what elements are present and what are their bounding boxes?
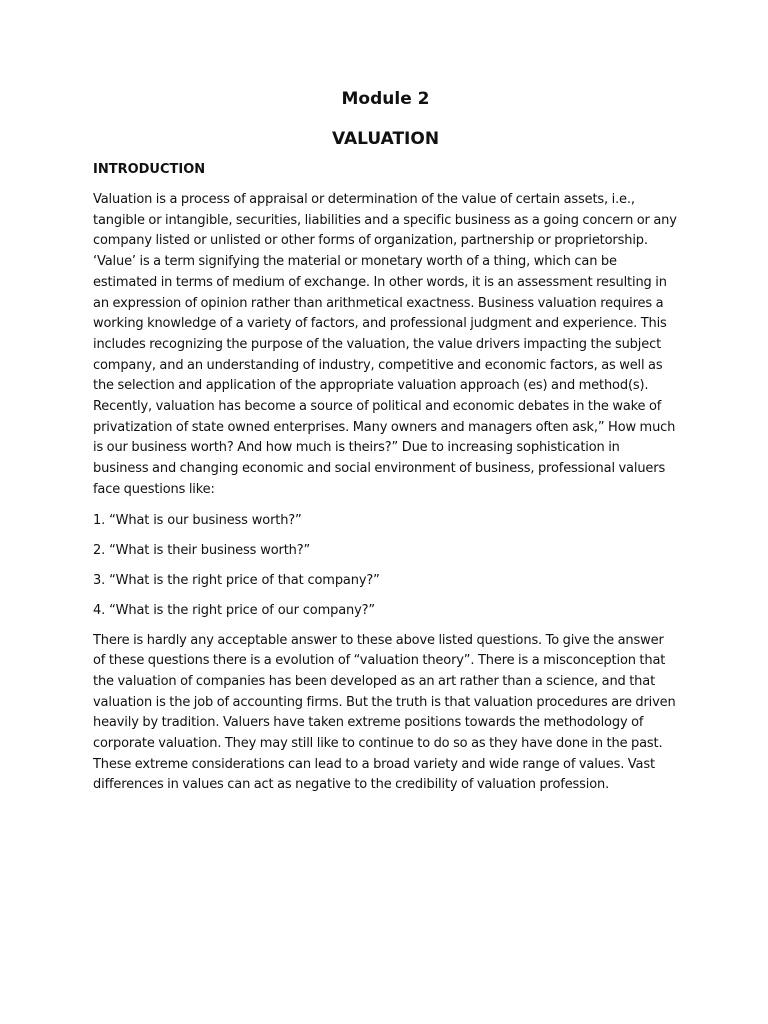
closing-paragraph: There is hardly any acceptable answer to these above listed questions. To give the answer of these questions there is a evolution of “valuation theory”. There is a misconception that the valuation of companies has been developed as an art rather than a science, and that valuation is the job of accounting firms. But the truth is that valuation procedures are driven heavily by tradition. Valuers have taken extreme positions towards the methodology of corporate valuation. They may still like to continue to do so as they have done in the past. These extreme considerations can lead to a broad variety and wide range of values. Vast differences in values can act as negative to the credibility of valuation profession. — [93, 632, 676, 793]
page-title: VALUATION — [331, 129, 440, 149]
section-heading-introduction: INTRODUCTION — [93, 162, 206, 177]
list-item: 1. “What is our business worth?” — [93, 512, 302, 528]
list-item: 4. “What is the right price of our company?” — [93, 602, 375, 618]
intro-paragraph: Valuation is a process of appraisal or determination of the value of certain assets, i.e., tangible or intangible, securities, liabilities and a specific business as a going concern or any company listed or unlisted or other forms of organization, partnership or proprietorship. ‘Value’ is a term signifying the material or monetary worth of a thing, which can be estimated in terms of medium of exchange. In other words, it is an assessment resulting in an expression of opinion rather than arithmetical exactness. Business valuation requires a working knowledge of a variety of factors, and professional judgment and experience. This includes recognizing the purpose of the valuation, the value drivers impacting the subject company, and an understanding of industry, competitive and economic factors, as well as the selection and application of the appropriate valuation approach (es) and method(s). Recently, valuation has become a source of political and economic debates in the wake of privatization of state owned enterprises. Many owners and managers often ask,” How much is our business worth? And how much is theirs?” Due to increasing sophistication in business and changing economic and social environment of business, professional valuers face questions like: — [93, 192, 677, 497]
questions-list — [93, 511, 678, 621]
list-item: 3. “What is the right price of that company?” — [93, 572, 380, 588]
module-title: Module 2 — [341, 89, 430, 109]
list-item: 2. “What is their business worth?” — [93, 542, 311, 558]
document-page — [93, 86, 678, 806]
